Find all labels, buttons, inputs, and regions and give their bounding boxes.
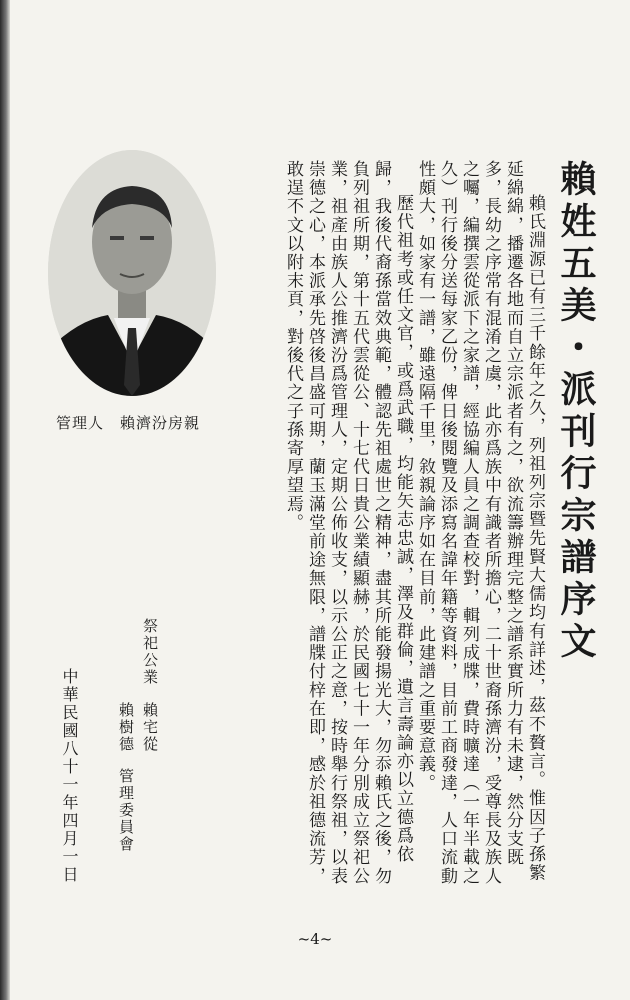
signature-org: 祭祀公業 [141,618,159,686]
signature-name-1: 賴宅從 [141,702,159,753]
portrait-photo [48,150,216,396]
paragraph: 歷代祖考或任文官，或爲武職，均能矢志忠誠，澤及群倫，遺言壽論亦以立德爲依歸，我後代裔孫當效典範，體認先祖處世之精神，盡其所能發揚光大，勿忝賴氏之後，勿負列祖所期，第十五代雲從公、十七代日貴公業績顯赫，於民國七十一年分別成立祭祀公業，祖產由族人公推濟汾爲管理人，定期公佈收支，以示公正之意，按時舉行祭祖，以表崇德之心，本派承先啓後昌盛可期，蘭玉滿堂前途無限，譜牒付梓在即，感於祖德流芳，敢逞不文以附末頁，對後代之子孫寄厚望焉。 [283,160,413,886]
preface-body [230,160,546,890]
page-binding-shadow [0,0,10,1000]
photo-caption: 管理人 賴濟汾房親 [56,414,201,432]
paragraph: 賴氏淵源已有三千餘年之久，列祖列宗暨先賢大儒均有詳述，茲不贅言。惟因子孫繁延綿綿，播遷各地而自立宗派者有之，欲流籌辦理完整之譜系實所力有未逮，然分支既多，長幼之序常有混淆之虞，此亦爲族中有識者所擔心，二十世裔孫濟汾，受尊長及族人之囑，編撰雲從派下之家譜，經協編人員之調查校對，輯列成牒，費時曠達（一年半載之久）刊行後分送每家乙份，俾日後閱覽及添寫名諱年籍等資料，目前工商發達，人口流動性頗大，如家有一譜，雖遠隔千里，敘親論序如在目前，此建譜之重要意義。 [415,160,545,886]
portrait-illustration [48,150,216,396]
page-number: ~4~ [297,930,333,948]
signature-committee: 管理委員會 [117,768,135,853]
page-title: 賴姓五美・派刊行宗譜序文 [555,160,597,664]
signature-name-2: 賴樹德 [117,702,135,753]
document-date: 中華民國八十一年四月一日 [60,668,79,884]
